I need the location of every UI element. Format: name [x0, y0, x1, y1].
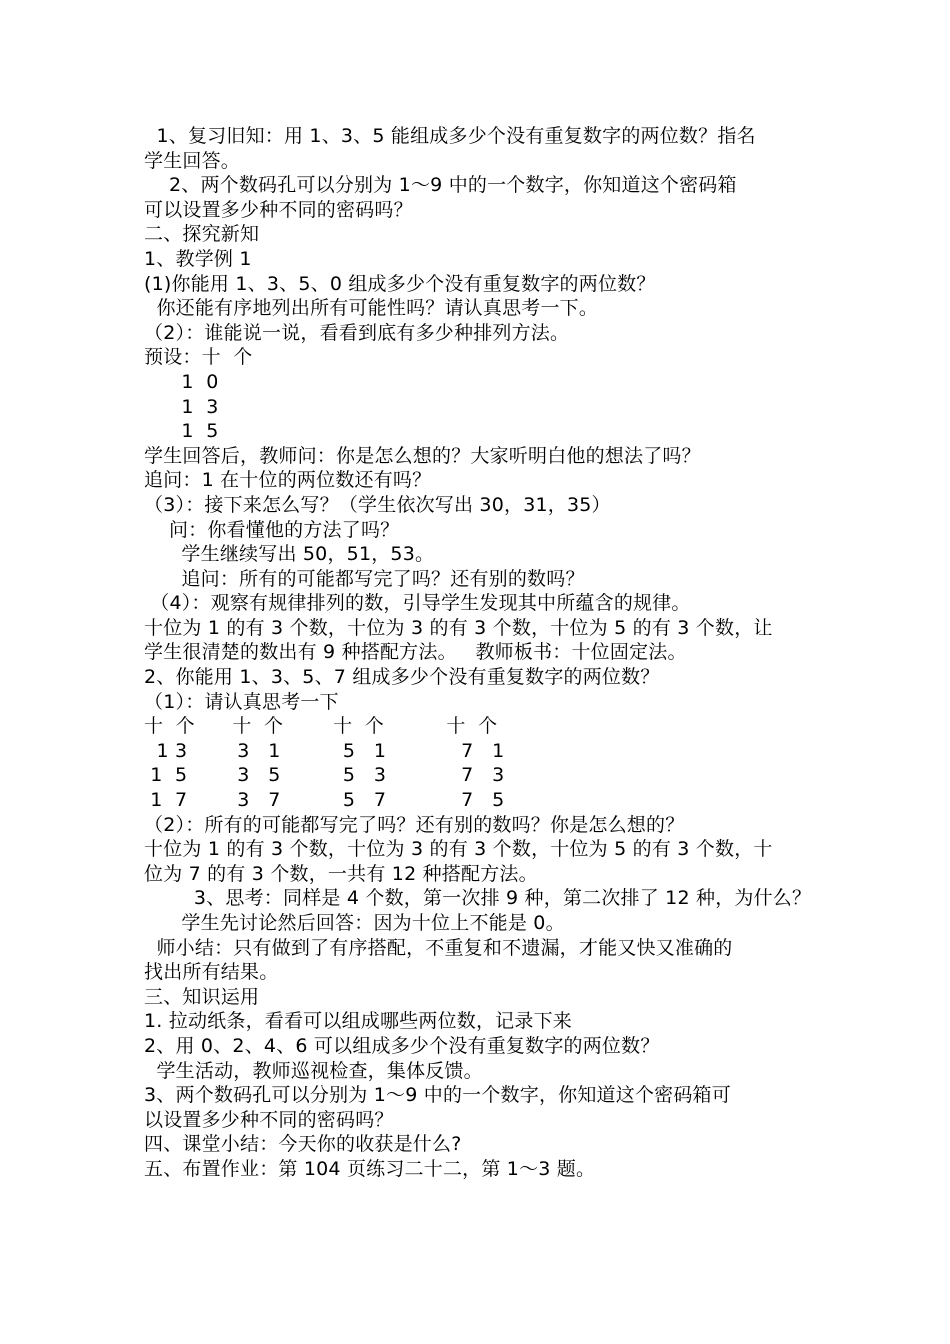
text-line: 2、两个数码孔可以分别为 1～9 中的一个数字，你知道这个密码箱 [144, 174, 737, 197]
text-line: 十位为 1 的有 3 个数，十位为 3 的有 3 个数，十位为 5 的有 3 个数，让 [144, 616, 773, 639]
number-pair-line: 1 3 3 1 5 1 7 1 [144, 739, 505, 762]
text-line: （3）：接下来怎么写？（学生依次写出 30，31，35） [144, 493, 611, 516]
text-line: 学生很清楚的数出有 9 种搭配方法。 教师板书：十位固定法。 [144, 641, 687, 664]
text-line: 找出所有结果。 [144, 961, 279, 984]
text-line: 预设：十 个 [144, 346, 253, 369]
place-value-header-line: 十 个 十 个 十 个 十 个 [144, 715, 498, 738]
text-line: 追问：1 在十位的两位数还有吗？ [144, 469, 432, 492]
text-line: （1）：请认真思考一下 [144, 690, 339, 713]
text-line: （4）：观察有规律排列的数，引导学生发现其中所蕴含的规律。 [144, 592, 691, 615]
text-line: 学生活动，教师巡视检查，集体反馈。 [144, 1059, 483, 1082]
text-line: 位为 7 的有 3 个数，一共有 12 种搭配方法。 [144, 862, 538, 885]
lesson-plan-text [144, 124, 814, 1182]
text-line: 3、两个数码孔可以分别为 1～9 中的一个数字，你知道这个密码箱可 [144, 1084, 731, 1107]
text-line: 2、用 0、2、4、6 可以组成多少个没有重复数字的两位数？ [144, 1034, 660, 1057]
number-pair-line: 1 0 [144, 370, 219, 393]
text-line: 学生回答后，教师问：你是怎么想的？大家听明白他的想法了吗？ [144, 444, 701, 467]
text-line: 师小结：只有做到了有序搭配，不重复和不遗漏，才能又快又准确的 [144, 936, 733, 959]
text-line: 1、复习旧知：用 1、3、5 能组成多少个没有重复数字的两位数？指名 [144, 125, 756, 147]
section-heading: 二、探究新知 [144, 223, 260, 246]
text-line: 追问：所有的可能都写完了吗？还有别的数吗？ [144, 567, 585, 590]
text-line: 2、你能用 1、3、5、7 组成多少个没有重复数字的两位数？ [144, 666, 660, 689]
text-line: 以设置多少种不同的密码吗？ [144, 1108, 394, 1131]
number-pair-line: 1 3 [144, 395, 219, 418]
text-line: 学生继续写出 50，51，53。 [144, 543, 435, 566]
section-heading: 五、布置作业：第 104 页练习二十二，第 1～3 题。 [144, 1157, 596, 1180]
text-line: 你还能有序地列出所有可能性吗？请认真思考一下。 [144, 297, 599, 320]
text-line: 十位为 1 的有 3 个数，十位为 3 的有 3 个数，十位为 5 的有 3 个数，十 [144, 838, 773, 861]
text-line: （2）：谁能说一说，看看到底有多少种排列方法。 [144, 321, 570, 344]
text-line: 学生先讨论然后回答：因为十位上不能是 0。 [144, 912, 565, 934]
text-line: 1. 拉动纸条，看看可以组成哪些两位数，记录下来 [144, 1010, 572, 1033]
text-line: (1)你能用 1、3、5、0 组成多少个没有重复数字的两位数？ [144, 272, 656, 295]
section-heading: 三、知识运用 [144, 985, 260, 1008]
text-line: 问：你看懂他的方法了吗？ [144, 518, 400, 541]
section-heading: 四、课堂小结：今天你的收获是什么? [144, 1133, 462, 1156]
number-pair-line: 1 7 3 7 5 7 7 5 [144, 789, 505, 812]
text-line: 3、思考：同样是 4 个数，第一次排 9 种，第二次排了 12 种，为什么？ [144, 887, 812, 910]
text-line: 1、教学例 1 [144, 247, 252, 270]
text-line: （2）：所有的可能都写完了吗？还有别的数吗？你是怎么想的？ [144, 813, 685, 836]
text-line: 学生回答。 [144, 149, 241, 172]
number-pair-line: 1 5 3 5 5 3 7 3 [144, 764, 505, 787]
number-pair-line: 1 5 [144, 420, 219, 443]
text-line: 可以设置多少种不同的密码吗？ [144, 198, 413, 221]
